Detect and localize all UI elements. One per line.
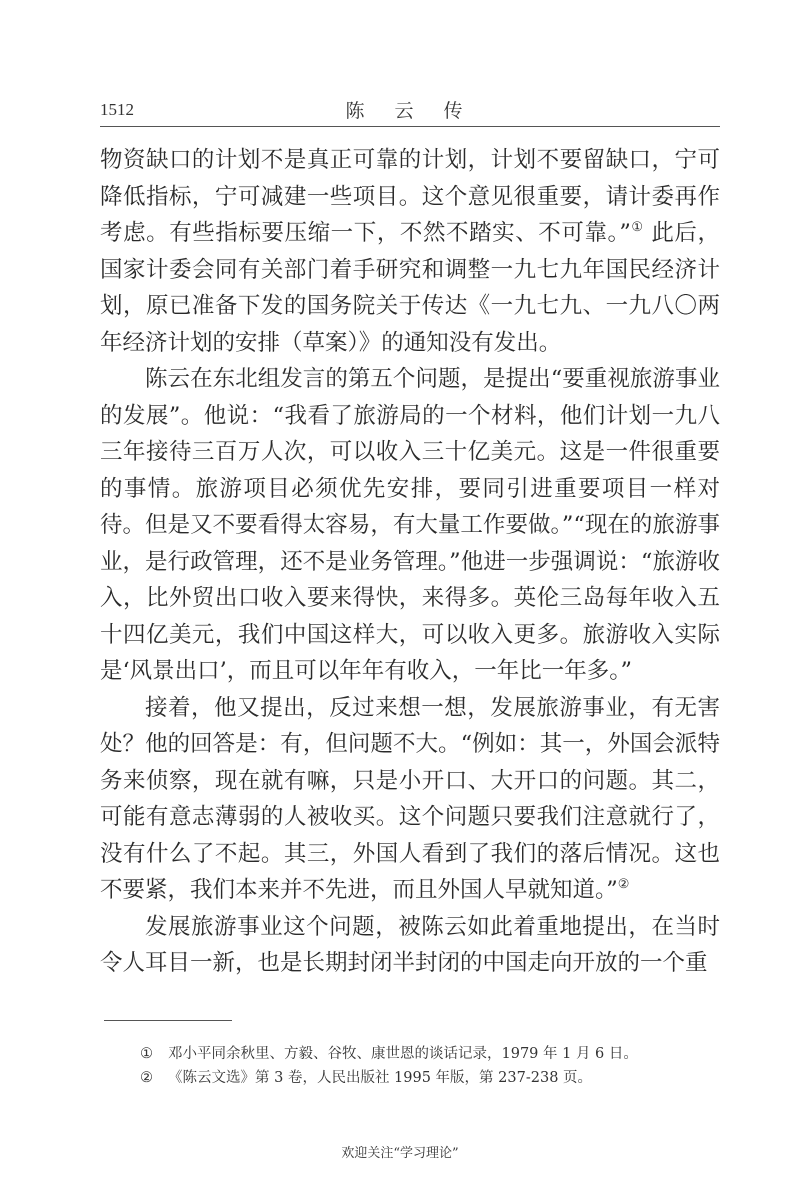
- footnote-text: 《陈云文选》第 3 卷，人民出版社 1995 年版，第 237-238 页。: [168, 1070, 593, 1086]
- footnote-ref-2: ②: [617, 877, 630, 892]
- page-number: 1512: [100, 100, 134, 119]
- footnote-1: [140, 1042, 720, 1066]
- body-text: [100, 142, 720, 982]
- paragraph-1: [100, 142, 720, 361]
- paragraph-1-text: 物资缺口的计划不是真正可靠的计划，计划不要留缺口，宁可降低指标，宁可减建一些项目。这个意见很重要，请计委再作考虑。有些指标要压缩一下，不然不踏实、不可靠。”: [100, 147, 720, 246]
- paragraph-3-text: 接着，他又提出，反过来想一想，发展旅游事业，有无害处？他的回答是：有，但问题不大。“例如：其一，外国会派特务来侦察，现在就有嘛，只是小开口、大开口的问题。其二，可能有意志薄弱的人被收买。这个问题只要我们注意就行了，没有什么了不起。其三，外国人看到了我们的落后情况。这也不要紧，我们本来并不先进，而且外国人早就知道。”: [100, 694, 720, 903]
- footnote-ref-1: ①: [630, 220, 644, 235]
- footnote-mark: ②: [140, 1070, 153, 1086]
- footnote-rule: [104, 1020, 232, 1021]
- running-title: 陈 云 传: [345, 100, 475, 122]
- page-header: [100, 96, 720, 126]
- footnotes: [140, 1042, 720, 1090]
- paragraph-1-continuation: 此后，国家计委会同有关部门着手研究和调整一九七九年国民经济计划，原已准备下发的国务院关于传达《一九七九、一九八〇两年经济计划的安排（草案）》的通知没有发出。: [100, 220, 720, 356]
- paragraph-2: 陈云在东北组发言的第五个问题，是提出“要重视旅游事业的发展”。他说：“我看了旅游局的一个材料，他们计划一九八三年接待三百万人次，可以收入三十亿美元。这是一件很重要的事情。旅游项目必须优先安排，要同引进重要项目一样对待。但是又不要看得太容易，有大量工作要做。”“现在的旅游事业，是行政管理，还不是业务管理。”他进一步强调说：“旅游收入，比外贸出口收入要来得快，来得多。英伦三岛每年收入五十四亿美元，我们中国这样大，可以收入更多。旅游收入实际是‘风景出口’，而且可以年年有收入，一年比一年多。”: [100, 366, 720, 684]
- footnote-2: [140, 1066, 720, 1090]
- header-rule: [100, 126, 720, 127]
- footnote-mark: ①: [140, 1046, 153, 1062]
- paragraph-4: 发展旅游事业这个问题，被陈云如此着重地提出，在当时令人耳目一新，也是长期封闭半封闭的中国走向开放的一个重: [100, 913, 720, 976]
- paragraph-3: [100, 690, 720, 909]
- footnote-text: 邓小平同余秋里、方毅、谷牧、康世恩的谈话记录，1979 年 1 月 6 日。: [168, 1046, 638, 1062]
- page-footer: 欢迎关注“学习理论”: [341, 1146, 459, 1161]
